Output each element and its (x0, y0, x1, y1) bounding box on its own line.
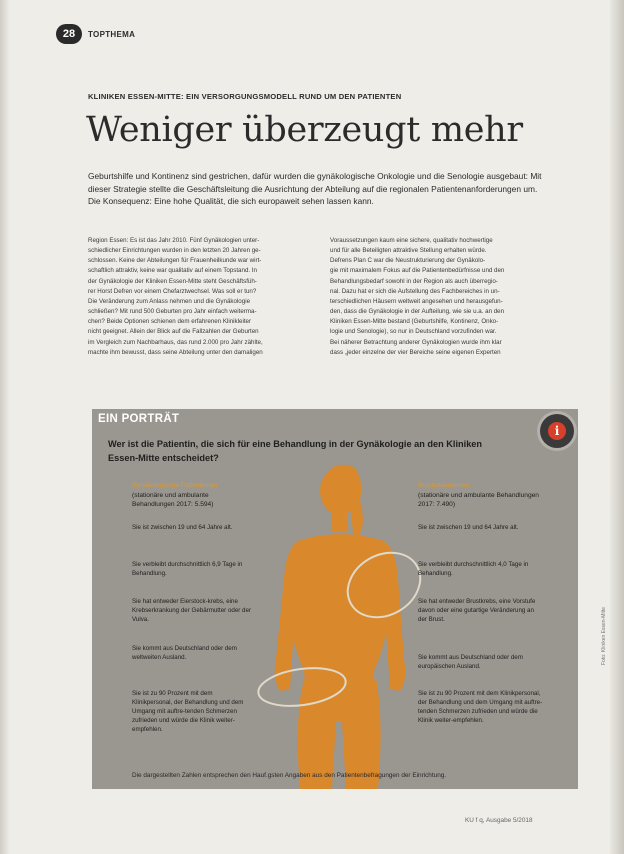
body-line: nicht geeignet. Allein der Blick auf die Fallzahlen der Geburten (88, 328, 259, 336)
section-label: TOPTHEMA (88, 30, 136, 39)
body-line: schlossen. Keine der Abteilungen für Frauenheilkunde war wirt- (88, 257, 262, 265)
page-footer: KU f q, Ausgabe 5/2018 (465, 817, 533, 824)
photo-credit: Foto: Kliniken Essen-Mitte (601, 606, 607, 665)
info-icon: i (540, 414, 574, 448)
body-line: terschiedlichen Häusern weltweit angesehen und herausgefun- (330, 297, 503, 305)
body-line: den, dass die Gynäkologie in der Aufteilung, wie sie u.a. an den (330, 308, 505, 316)
body-line: schiedlicher Einrichtungen wurden in den letzten 20 Jahren ge- (88, 247, 261, 255)
body-line: Region Essen: Es ist das Jahr 2010. Fünf Gynäkologien unter- (88, 237, 260, 244)
body-column-right (330, 236, 558, 358)
right-fact: Sie ist zu 90 Prozent mit dem Klinikpersonal, der Behandlung und dem Umgang mit auftre-tenden Schmerzen zufrieden und würde die Klinik weiter-empfehlen. (418, 690, 543, 724)
portrait-title: EIN PORTRÄT (98, 413, 180, 425)
body-line: und für alle Beteiligten attraktive Stellung erhalten würde. (330, 247, 487, 255)
article-lead: Geburtshilfe und Kontinenz sind gestrichen, dafür wurden die gynäkologische Onkologie und die Senologie ausgebaut: Mit dieser Strategie stellte die Geschäftsleitung die Ausrichtung der Abteilung auf die regionalen Patientenanforderungen um. Die Konsequenz: Eine hohe Qualität, die sich europaweit sehen lassen kann. (88, 171, 542, 206)
left-head-title: Gynäkologische Patientinnen (132, 482, 218, 489)
body-line: schließen? Mit rund 500 Geburten pro Jahr einfach weiterma- (88, 308, 257, 316)
right-column-head (418, 481, 544, 510)
portrait-footnote: Die dargestellten Zahlen entsprechen den Hauf.gsten Angaben aus den Patientenbefragungen der Einrichtung. (132, 772, 447, 779)
body-line: Defrens Plan C war die Neustrukturierung der Gynäkolo- (330, 257, 486, 265)
right-head-sub: (stationäre und ambulante Behandlungen 2017: 7.490) (418, 491, 539, 508)
body-line: Die Veränderung zum Anlass nehmen und die Gynäkologie (88, 297, 251, 305)
body-line: im Vergleich zum Nachbarhaus, das rund 2.000 pro Jahr zählte, (88, 338, 263, 346)
body-line: Kliniken Essen-Mitte bestand (Geburtshilfe, Kontinenz, Onko- (330, 318, 499, 326)
left-fact: Sie verbleibt durchschnittlich 6,9 Tage in Behandlung. (132, 561, 243, 577)
right-fact: Sie hat entweder Brustkrebs, eine Vorstufe davon oder eine gutartige Veränderung an der Brust. (418, 598, 536, 623)
page-edge (610, 0, 624, 854)
article-headline: Weniger überzeugt mehr (86, 110, 523, 150)
body-line: gie mit maximalem Fokus auf die Patientenbedürfnisse und den (330, 267, 505, 275)
body-column-left (88, 236, 316, 358)
body-line: rer Horst Defren vor einem Chefarztwechsel. Was soll er tun? (88, 287, 257, 295)
body-line: machte ihm bewusst, dass seine Abteilung unter den damaligen (88, 348, 263, 356)
right-fact: Sie verbleibt durchschnittlich 4,0 Tage in Behandlung. (418, 561, 529, 577)
body-line: dass „jeder einzelne der vier Bereiche seine eigenen Experten (330, 348, 501, 356)
left-fact: Sie hat entweder Eierstock-krebs, eine Krebserkrankung der Gebärmutter oder der Vulva. (132, 598, 251, 623)
body-line: nal. Dazu hat er sich die Aufstellung des Fachbereiches in un- (330, 287, 500, 295)
body-line: chen? Beide Optionen schienen dem erfahrenen Klinikleiter (88, 318, 252, 326)
page-binding-shadow (0, 0, 10, 854)
left-head-sub: (stationäre und ambulante Behandlungen 2017: 5.594) (132, 491, 214, 508)
body-line: logie und Senologie), so nur in Deutschland vorzufinden war. (330, 328, 497, 336)
left-fact: Sie ist zwischen 19 und 64 Jahre alt. (132, 524, 233, 531)
right-fact: Sie ist zwischen 19 und 64 Jahre alt. (418, 524, 519, 531)
body-line: Behandlungsbedarf sowohl in der Region als auch überregio- (330, 277, 498, 285)
left-fact: Sie kommt aus Deutschland oder dem weltweiten Ausland. (132, 645, 237, 661)
right-head-title: Brustpatientinnen (418, 482, 470, 489)
body-line: schaftlich attraktiv, keine war qualitativ auf einem Topstand. In (88, 267, 257, 275)
body-line: Bei näherer Betrachtung anderer Gynäkologien wurde ihm klar (330, 338, 502, 346)
left-fact: Sie ist zu 90 Prozent mit dem Klinikpersonal, der Behandlung und dem Umgang mit auftre-tenden Schmerzen zufrieden und würde die Klinik weiter-empfehlen. (132, 690, 244, 733)
portrait-question: Wer ist die Patientin, die sich für eine Behandlung in der Gynäkologie an den Kliniken Essen-Mitte entscheidet? (108, 439, 483, 463)
left-column-head (132, 481, 252, 510)
body-line: der Gynäkologie der Kliniken Essen-Mitte steht Geschäftsfüh- (88, 277, 257, 285)
article-kicker: KLINIKEN ESSEN-MITTE: EIN VERSORGUNGSMODELL RUND UM DEN PATIENTEN (88, 92, 402, 101)
right-fact: Sie kommt aus Deutschland oder dem europäischen Ausland. (418, 654, 523, 670)
body-line: Voraussetzungen kaum eine sichere, qualitativ hochwertige (330, 237, 493, 244)
page-number-badge: 28 (56, 24, 82, 44)
